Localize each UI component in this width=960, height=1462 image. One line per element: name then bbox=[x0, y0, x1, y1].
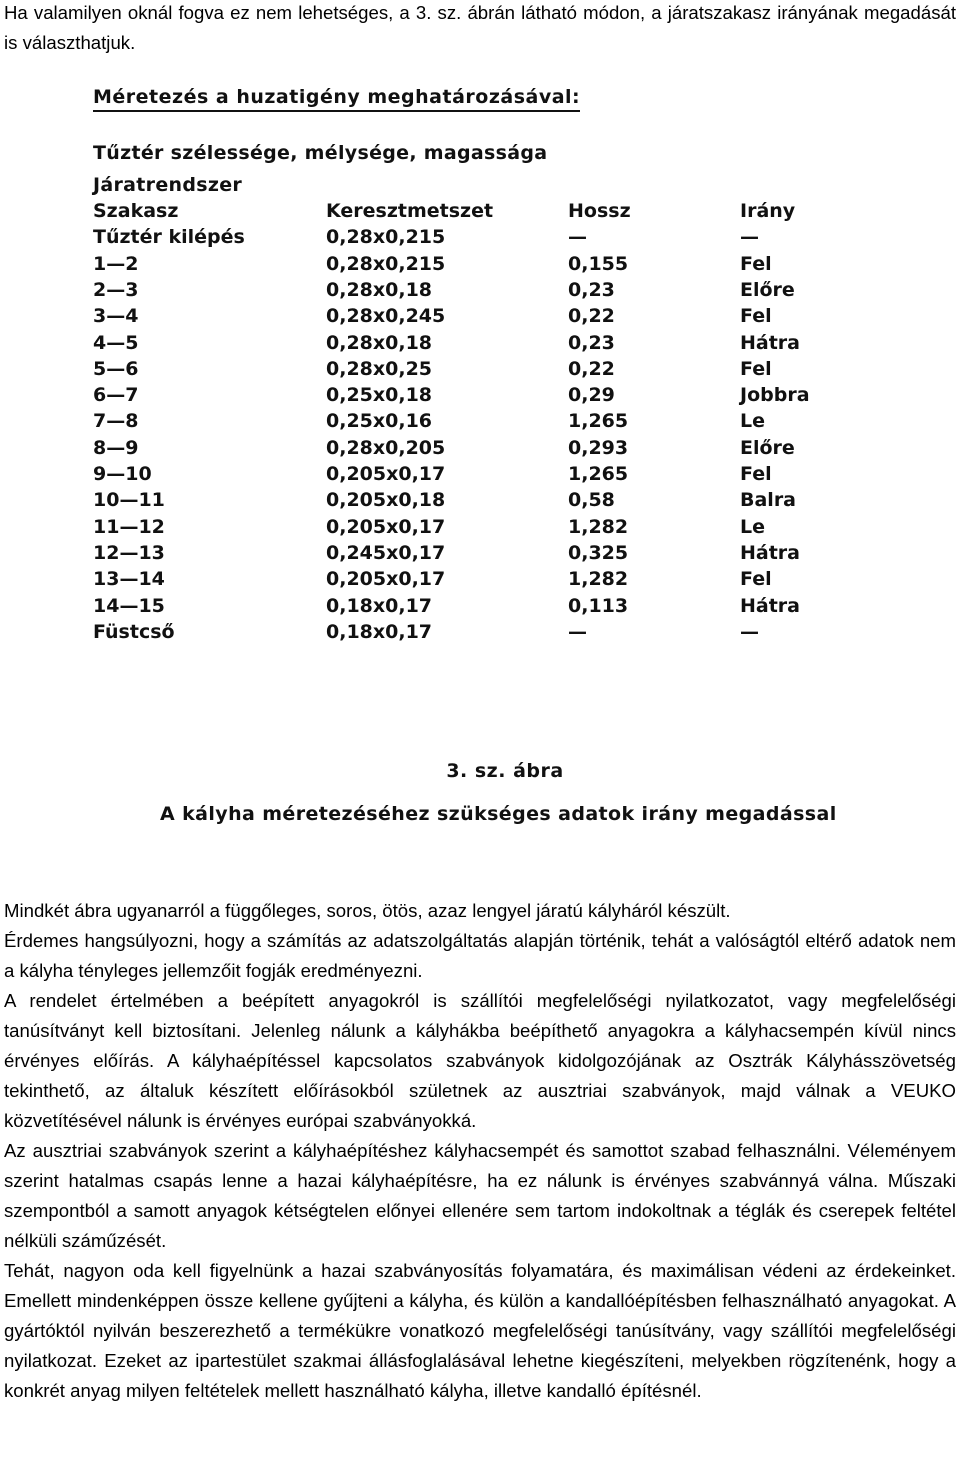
cell-irany: — bbox=[740, 226, 759, 249]
cell-szakasz: 8—9 bbox=[93, 436, 139, 459]
cell-irany: Le bbox=[740, 410, 765, 433]
cell-szakasz: 6—7 bbox=[93, 384, 139, 407]
cell-hossz: 0,155 bbox=[568, 252, 629, 275]
body-text bbox=[4, 896, 956, 1406]
cell-hossz: 1,265 bbox=[568, 410, 629, 433]
figure-caption-title: A kályha méretezéséhez szükséges adatok irány megadással bbox=[160, 803, 837, 825]
cell-keresztmetszet: 0,28x0,18 bbox=[326, 331, 433, 354]
cell-keresztmetszet: 0,205x0,18 bbox=[326, 489, 446, 512]
cell-keresztmetszet: 0,18x0,17 bbox=[326, 594, 433, 617]
paragraph-4: Az ausztriai szabványok szerint a kályhaépítéshez kályhacsempét és samottot szabad felhasználni. Véleményem szerint hatalmas csapás lenne a hazai kályhaépítésre, ha ez nálunk is érvényes szabvánnyá válna. Műszaki szempontból a samott anyagok kétségtelen előnyei ellenére sem tartom indokoltnak a téglák és cserepek feltétel nélküli száműzését. bbox=[4, 1140, 956, 1251]
cell-hossz: 0,29 bbox=[568, 384, 615, 407]
cell-irany: Hátra bbox=[740, 594, 800, 617]
figure-flue-system-line: Járatrendszer bbox=[93, 174, 243, 196]
header-irany: Irány bbox=[740, 200, 796, 222]
cell-hossz: 0,325 bbox=[568, 541, 629, 564]
cell-hossz: 0,293 bbox=[568, 436, 629, 459]
cell-szakasz: 11—12 bbox=[93, 515, 165, 538]
cell-szakasz: 7—8 bbox=[93, 410, 139, 433]
figure-heading: Méretezés a huzatigény meghatározásával: bbox=[93, 86, 580, 112]
cell-keresztmetszet: 0,205x0,17 bbox=[326, 568, 446, 591]
cell-irany: Előre bbox=[740, 436, 795, 459]
paragraph-2: Érdemes hangsúlyozni, hogy a számítás az adatszolgáltatás alapján történik, tehát a valóságtól eltérő adatok nem a kályha tényleges jellemzőit fogják eredményezni. bbox=[4, 930, 956, 981]
cell-szakasz: 12—13 bbox=[93, 541, 165, 564]
cell-keresztmetszet: 0,28x0,18 bbox=[326, 278, 433, 301]
paragraph-5: Tehát, nagyon oda kell figyelnünk a hazai szabványosítás folyamatára, és maximálisan védeni az érdekeinket. Emellett mindenképpen össze kellene gyűjteni a kályha, és külön a kandallóépítésben felhasználható anyagokat. A gyártóktól nyilván beszerezhető a termékükre vonatkozó megfelelőségi tanúsítvány, vagy szállítói megfelelőségi nyilatkozat. Ezeket az ipartestület szakmai állásfoglalásával lehetne kiegészíteni, melyekben rögzítenénk, hogy a konkrét anyag milyen feltételek mellett használható kályha, illetve kandalló építésnél. bbox=[4, 1260, 956, 1401]
cell-irany: Fel bbox=[740, 568, 772, 591]
cell-keresztmetszet: 0,28x0,215 bbox=[326, 252, 446, 275]
cell-szakasz: Tűztér kilépés bbox=[93, 226, 245, 249]
figure-caption-number: 3. sz. ábra bbox=[446, 760, 564, 782]
cell-irany: Balra bbox=[740, 489, 797, 512]
cell-szakasz: 2—3 bbox=[93, 278, 139, 301]
cell-szakasz: 13—14 bbox=[93, 568, 165, 591]
cell-szakasz: Füstcső bbox=[93, 620, 175, 643]
cell-hossz: 0,23 bbox=[568, 331, 615, 354]
cell-szakasz: 3—4 bbox=[93, 305, 139, 328]
cell-szakasz: 4—5 bbox=[93, 331, 139, 354]
cell-hossz: — bbox=[568, 620, 587, 643]
cell-hossz: 0,22 bbox=[568, 357, 615, 380]
cell-szakasz: 14—15 bbox=[93, 594, 165, 617]
cell-hossz: 0,113 bbox=[568, 594, 629, 617]
cell-hossz: 0,58 bbox=[568, 489, 615, 512]
cell-irany: Hátra bbox=[740, 331, 800, 354]
cell-hossz: — bbox=[568, 226, 587, 249]
figure-firebox-line: Tűztér szélessége, mélysége, magassága bbox=[93, 142, 548, 164]
cell-hossz: 0,23 bbox=[568, 278, 615, 301]
paragraph-1: Mindkét ábra ugyanarról a függőleges, soros, ötös, azaz lengyel járatú kályháról készült. bbox=[4, 900, 731, 921]
header-szakasz: Szakasz bbox=[93, 200, 179, 222]
cell-irany: Le bbox=[740, 515, 765, 538]
cell-keresztmetszet: 0,205x0,17 bbox=[326, 515, 446, 538]
cell-keresztmetszet: 0,25x0,18 bbox=[326, 384, 433, 407]
cell-keresztmetszet: 0,28x0,205 bbox=[326, 436, 446, 459]
intro-paragraph: Ha valamilyen oknál fogva ez nem lehetséges, a 3. sz. ábrán látható módon, a járatszakasz irányának megadását is választhatjuk. bbox=[4, 2, 956, 53]
cell-irany: Fel bbox=[740, 305, 772, 328]
cell-keresztmetszet: 0,245x0,17 bbox=[326, 541, 446, 564]
header-keresztmetszet: Keresztmetszet bbox=[326, 200, 494, 222]
cell-keresztmetszet: 0,18x0,17 bbox=[326, 620, 433, 643]
cell-szakasz: 10—11 bbox=[93, 489, 165, 512]
header-hossz: Hossz bbox=[568, 200, 631, 222]
cell-hossz: 1,282 bbox=[568, 568, 629, 591]
paragraph-3: A rendelet értelmében a beépített anyagokról is szállítói megfelelőségi nyilatkozatot, vagy megfelelőségi tanúsítványt kell biztosítani. Jelenleg nálunk a kályhákba beépíthető anyagokra a kályhacsempén kívül nincs érvényes előírás. A kályhaépítéssel kapcsolatos szabványok kidolgozójának az Osztrák Kályhásszövetség tekinthető, az általuk készített előírásokból születnek az ausztriai szabványok, majd válnak a VEUKO közvetítésével nálunk is érvényes európai szabványokká. bbox=[4, 990, 956, 1131]
cell-irany: Jobbra bbox=[740, 384, 810, 407]
cell-hossz: 1,282 bbox=[568, 515, 629, 538]
cell-irany: Hátra bbox=[740, 541, 800, 564]
cell-keresztmetszet: 0,28x0,25 bbox=[326, 357, 433, 380]
cell-keresztmetszet: 0,25x0,16 bbox=[326, 410, 433, 433]
cell-irany: Fel bbox=[740, 357, 772, 380]
cell-keresztmetszet: 0,28x0,245 bbox=[326, 305, 446, 328]
cell-hossz: 0,22 bbox=[568, 305, 615, 328]
figure-3 bbox=[0, 80, 960, 840]
cell-irany: — bbox=[740, 620, 759, 643]
cell-szakasz: 9—10 bbox=[93, 463, 152, 485]
cell-irany: Fel bbox=[740, 252, 772, 275]
cell-keresztmetszet: 0,205x0,17 bbox=[326, 463, 446, 485]
cell-szakasz: 5—6 bbox=[93, 357, 139, 380]
cell-irany: Előre bbox=[740, 278, 795, 301]
cell-keresztmetszet: 0,28x0,215 bbox=[326, 226, 446, 249]
cell-hossz: 1,265 bbox=[568, 463, 629, 485]
cell-szakasz: 1—2 bbox=[93, 252, 139, 275]
cell-irany: Fel bbox=[740, 463, 772, 485]
